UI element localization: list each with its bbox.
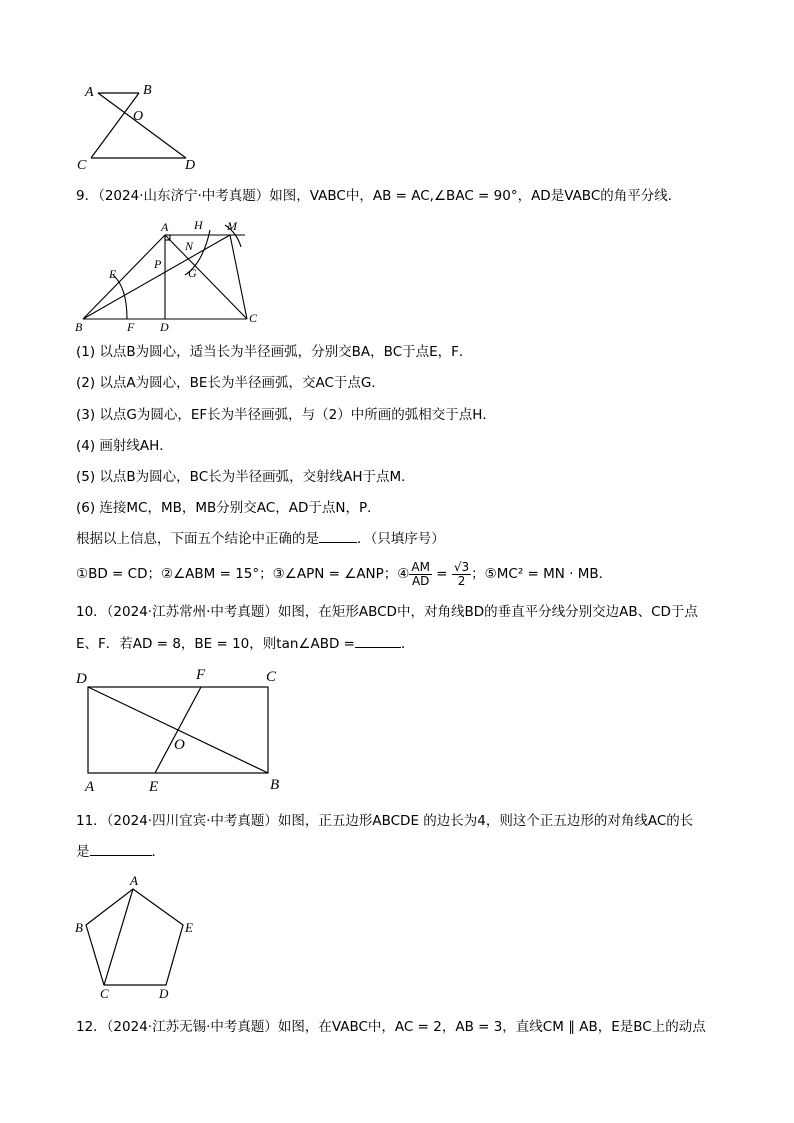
frac1-denominator: AD	[411, 573, 430, 588]
q9-label-f: F	[127, 320, 135, 333]
label-o: O	[133, 109, 144, 124]
q10-answer-blank[interactable]	[355, 635, 401, 648]
q11-line-2	[76, 843, 165, 861]
q10-label-e: E	[149, 779, 159, 795]
label-c: C	[77, 158, 87, 173]
q9-question-suffix: ．（只填序号）	[357, 531, 445, 547]
q9-label-d: D	[160, 320, 169, 333]
q9-label-g: G	[188, 266, 197, 280]
q11-label-d: D	[159, 986, 169, 1001]
q9-source: （2024·山东济宁·中考真题）	[98, 188, 270, 204]
q10-label-b: B	[270, 777, 280, 793]
q10-line-2-suffix: ．	[401, 636, 415, 652]
q9-step-4: (4) 画射线AH．	[76, 438, 173, 454]
figure-aob	[75, 80, 205, 175]
q11-line-2-text: 是	[76, 844, 90, 860]
q11-line-2-suffix: ．	[151, 844, 165, 860]
q10-label-o: O	[174, 737, 185, 753]
q10-label-d: D	[76, 671, 87, 687]
q11-line-1: 11．（2024·四川宜宾·中考真题）如图，正五边形ABCDE 的边长为4，则这个正五边形的对角线AC的长	[76, 813, 694, 829]
q11-label-b: B	[75, 920, 83, 935]
label-a: A	[85, 85, 94, 100]
q9-label-b: B	[75, 320, 83, 333]
q10-line-1: 10．（2024·江苏常州·中考真题）如图，在矩形ABCD中，对角线BD的垂直平分线分别交边AB、CD于点	[76, 604, 698, 620]
q9-question-text: 根据以上信息，下面五个结论中正确的是	[76, 531, 319, 547]
q9-step-1: (1) 以点B为圆心，适当长为半径画弧，分别交BA，BC于点E，F．	[76, 344, 473, 360]
q9-step-2: (2) 以点A为圆心，BE长为半径画弧，交AC于点G．	[76, 375, 385, 391]
q9-fraction-am-ad	[409, 561, 432, 588]
q9-stem-text: 如图，VABC中，AB = AC,∠BAC = 90°，AD是VABC的角平分线．	[269, 188, 682, 204]
q9-label-h: H	[194, 218, 203, 232]
q9-step-3: (3) 以点G为圆心，EF长为半径画弧，与（2）中所画的弧相交于点H．	[76, 407, 496, 423]
label-b: B	[143, 83, 152, 98]
q9-number: 9．	[76, 188, 99, 204]
q9-options-b: ；⑤MC² = MN · MB．	[471, 566, 613, 582]
q9-options-a: ①BD = CD；②∠ABM = 15°；③∠APN = ∠ANP；④	[76, 566, 410, 582]
frac1-numerator: AM	[411, 559, 430, 574]
q9-question	[76, 530, 445, 548]
q11-label-a: A	[130, 873, 138, 888]
q9-answer-blank[interactable]	[319, 530, 357, 543]
q11-answer-blank[interactable]	[90, 843, 152, 856]
q9-label-e: E	[109, 267, 117, 281]
q9-options	[76, 556, 612, 592]
q9-step-6: (6) 连接MC，MB，MB分别交AC，AD于点N，P．	[76, 500, 381, 516]
label-d: D	[185, 158, 196, 173]
frac2-numerator: √3	[453, 559, 470, 574]
q9-label-a: A	[161, 220, 169, 234]
q10-line-2-text: E、F．若AD = 8，BE = 10，则tan∠ABD =	[76, 636, 355, 652]
q11-label-e: E	[185, 920, 193, 935]
figure-q9	[75, 215, 275, 333]
q11-label-c: C	[100, 986, 109, 1001]
frac2-denominator: 2	[457, 573, 466, 588]
q10-line-2	[76, 635, 415, 653]
q9-label-n: N	[185, 239, 194, 253]
q10-label-c: C	[266, 669, 277, 685]
q9-step-5: (5) 以点B为圆心，BC长为半径画弧，交射线AH于点M．	[76, 469, 415, 485]
q10-label-a: A	[85, 779, 95, 795]
q9-label-c: C	[249, 311, 258, 325]
q9-stem	[76, 187, 681, 205]
q9-fraction-sqrt3-2	[452, 561, 471, 588]
q9-label-m: M	[227, 219, 237, 233]
q9-equals: =	[431, 566, 452, 582]
q9-label-p: P	[154, 257, 162, 271]
q12-line-1: 12．（2024·江苏无锡·中考真题）如图，在VABC中，AC = 2，AB = 3，直线CM ∥ AB，E是BC上的动点	[76, 1019, 706, 1035]
figure-q11	[72, 870, 212, 1005]
figure-q10	[72, 665, 292, 795]
q10-label-f: F	[196, 667, 206, 683]
